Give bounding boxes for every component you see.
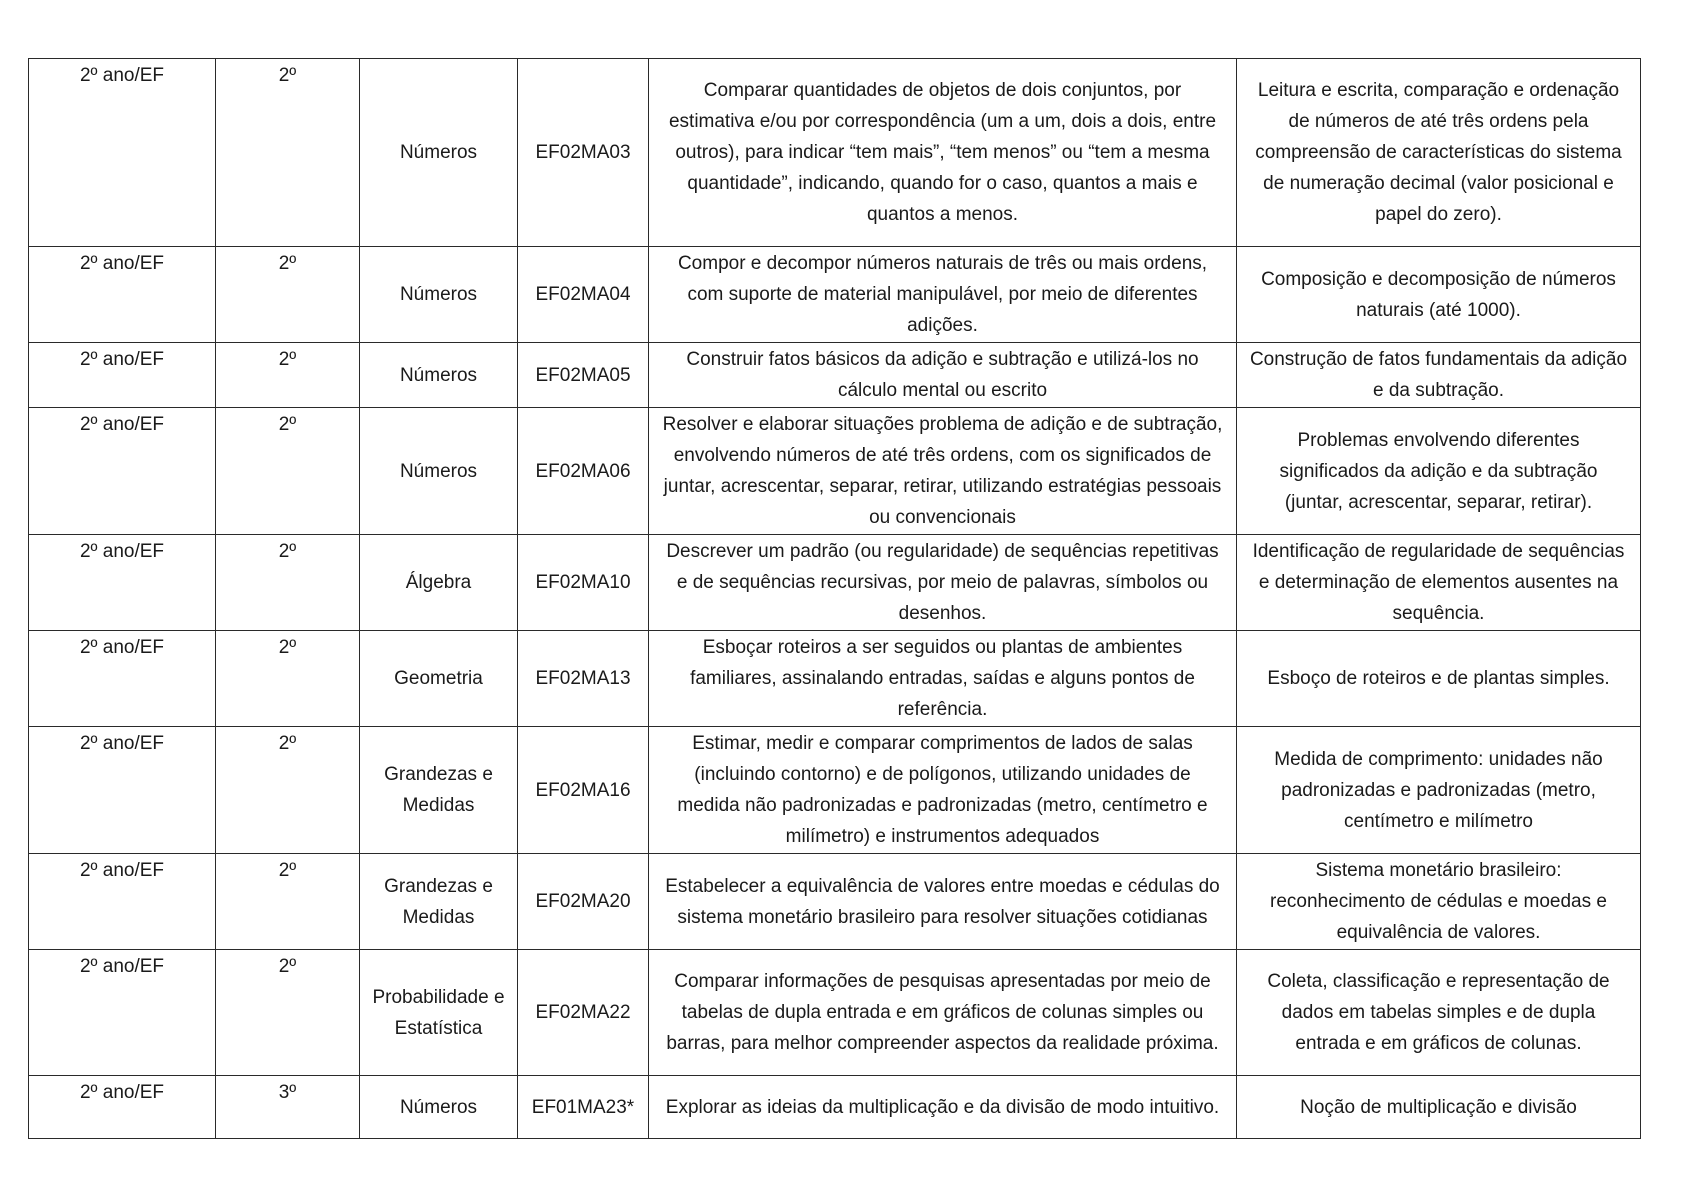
cell-ano: 2º ano/EF bbox=[29, 1076, 216, 1139]
table-row bbox=[29, 854, 1641, 950]
cell-codigo: EF02MA10 bbox=[518, 535, 649, 631]
cell-codigo: EF02MA16 bbox=[518, 727, 649, 854]
cell-habilidade: Estabelecer a equivalência de valores entre moedas e cédulas do sistema monetário brasileiro para resolver situações cotidianas bbox=[649, 854, 1237, 950]
cell-unidade: Números bbox=[360, 408, 518, 535]
cell-unidade: Álgebra bbox=[360, 535, 518, 631]
cell-codigo: EF02MA20 bbox=[518, 854, 649, 950]
cell-ano: 2º ano/EF bbox=[29, 950, 216, 1076]
cell-unidade: Números bbox=[360, 59, 518, 247]
cell-trimestre: 2º bbox=[216, 247, 360, 343]
cell-trimestre: 2º bbox=[216, 59, 360, 247]
cell-ano: 2º ano/EF bbox=[29, 59, 216, 247]
cell-trimestre: 2º bbox=[216, 854, 360, 950]
cell-objeto: Composição e decomposição de números naturais (até 1000). bbox=[1237, 247, 1641, 343]
cell-objeto: Sistema monetário brasileiro: reconhecimento de cédulas e moedas e equivalência de valores. bbox=[1237, 854, 1641, 950]
cell-ano: 2º ano/EF bbox=[29, 631, 216, 727]
cell-trimestre: 3º bbox=[216, 1076, 360, 1139]
cell-habilidade: Construir fatos básicos da adição e subtração e utilizá-los no cálculo mental ou escrito bbox=[649, 343, 1237, 408]
curriculum-table bbox=[28, 58, 1641, 1139]
cell-trimestre: 2º bbox=[216, 408, 360, 535]
cell-ano: 2º ano/EF bbox=[29, 854, 216, 950]
table-row bbox=[29, 631, 1641, 727]
cell-trimestre: 2º bbox=[216, 727, 360, 854]
cell-codigo: EF02MA05 bbox=[518, 343, 649, 408]
cell-objeto: Coleta, classificação e representação de dados em tabelas simples e de dupla entrada e em gráficos de colunas. bbox=[1237, 950, 1641, 1076]
cell-objeto: Noção de multiplicação e divisão bbox=[1237, 1076, 1641, 1139]
cell-habilidade: Resolver e elaborar situações problema de adição e de subtração, envolvendo números de até três ordens, com os significados de juntar, acrescentar, separar, retirar, utilizando estratégias pessoais ou convencionais bbox=[649, 408, 1237, 535]
cell-habilidade: Descrever um padrão (ou regularidade) de sequências repetitivas e de sequências recursivas, por meio de palavras, símbolos ou desenhos. bbox=[649, 535, 1237, 631]
cell-ano: 2º ano/EF bbox=[29, 343, 216, 408]
cell-objeto: Medida de comprimento: unidades não padronizadas e padronizadas (metro, centímetro e milímetro bbox=[1237, 727, 1641, 854]
cell-objeto: Construção de fatos fundamentais da adição e da subtração. bbox=[1237, 343, 1641, 408]
cell-codigo: EF02MA22 bbox=[518, 950, 649, 1076]
cell-ano: 2º ano/EF bbox=[29, 727, 216, 854]
table-row bbox=[29, 727, 1641, 854]
table-row bbox=[29, 408, 1641, 535]
table-row bbox=[29, 950, 1641, 1076]
table-row bbox=[29, 1076, 1641, 1139]
table-row bbox=[29, 343, 1641, 408]
cell-unidade: Números bbox=[360, 247, 518, 343]
cell-trimestre: 2º bbox=[216, 631, 360, 727]
cell-unidade: Probabilidade e Estatística bbox=[360, 950, 518, 1076]
cell-codigo: EF02MA13 bbox=[518, 631, 649, 727]
cell-unidade: Números bbox=[360, 343, 518, 408]
cell-habilidade: Compor e decompor números naturais de três ou mais ordens, com suporte de material manipulável, por meio de diferentes adições. bbox=[649, 247, 1237, 343]
cell-ano: 2º ano/EF bbox=[29, 247, 216, 343]
cell-habilidade: Comparar informações de pesquisas apresentadas por meio de tabelas de dupla entrada e em gráficos de colunas simples ou barras, para melhor compreender aspectos da realidade próxima. bbox=[649, 950, 1237, 1076]
cell-unidade: Grandezas e Medidas bbox=[360, 727, 518, 854]
table-row bbox=[29, 247, 1641, 343]
cell-habilidade: Esboçar roteiros a ser seguidos ou plantas de ambientes familiares, assinalando entradas, saídas e alguns pontos de referência. bbox=[649, 631, 1237, 727]
cell-trimestre: 2º bbox=[216, 343, 360, 408]
cell-ano: 2º ano/EF bbox=[29, 535, 216, 631]
document-page bbox=[28, 58, 1640, 1139]
cell-habilidade: Estimar, medir e comparar comprimentos de lados de salas (incluindo contorno) e de polígonos, utilizando unidades de medida não padronizadas e padronizadas (metro, centímetro e milímetro) e instrumentos adequados bbox=[649, 727, 1237, 854]
cell-unidade: Geometria bbox=[360, 631, 518, 727]
cell-codigo: EF01MA23* bbox=[518, 1076, 649, 1139]
cell-codigo: EF02MA03 bbox=[518, 59, 649, 247]
cell-codigo: EF02MA04 bbox=[518, 247, 649, 343]
cell-objeto: Identificação de regularidade de sequências e determinação de elementos ausentes na sequência. bbox=[1237, 535, 1641, 631]
cell-trimestre: 2º bbox=[216, 535, 360, 631]
cell-trimestre: 2º bbox=[216, 950, 360, 1076]
cell-habilidade: Explorar as ideias da multiplicação e da divisão de modo intuitivo. bbox=[649, 1076, 1237, 1139]
cell-unidade: Grandezas e Medidas bbox=[360, 854, 518, 950]
cell-objeto: Problemas envolvendo diferentes significados da adição e da subtração (juntar, acrescentar, separar, retirar). bbox=[1237, 408, 1641, 535]
cell-codigo: EF02MA06 bbox=[518, 408, 649, 535]
cell-ano: 2º ano/EF bbox=[29, 408, 216, 535]
table-row bbox=[29, 59, 1641, 247]
cell-objeto: Esboço de roteiros e de plantas simples. bbox=[1237, 631, 1641, 727]
cell-unidade: Números bbox=[360, 1076, 518, 1139]
table-row bbox=[29, 535, 1641, 631]
cell-habilidade: Comparar quantidades de objetos de dois conjuntos, por estimativa e/ou por correspondência (um a um, dois a dois, entre outros), para indicar “tem mais”, “tem menos” ou “tem a mesma quantidade”, indicando, quando for o caso, quantos a mais e quantos a menos. bbox=[649, 59, 1237, 247]
cell-objeto: Leitura e escrita, comparação e ordenação de números de até três ordens pela compreensão de características do sistema de numeração decimal (valor posicional e papel do zero). bbox=[1237, 59, 1641, 247]
